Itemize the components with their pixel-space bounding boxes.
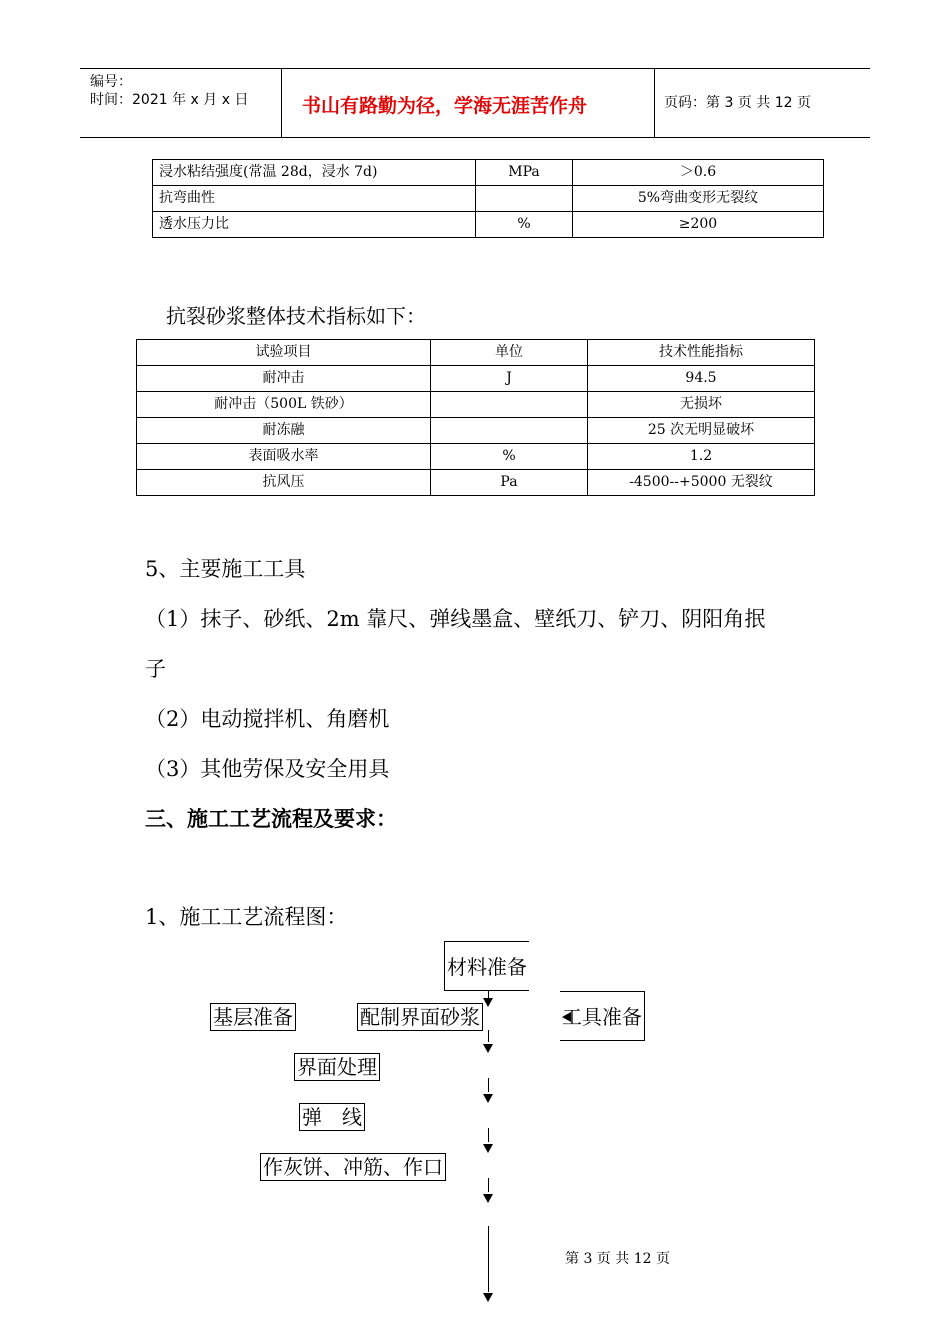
- column-header: 单位: [431, 340, 588, 366]
- table-cell: 浸水粘结强度(常温 28d，浸水 7d): [153, 160, 476, 186]
- arrow-down-icon: [483, 1044, 493, 1053]
- table-row: [153, 212, 824, 238]
- flow-box-tool: 工具准备: [560, 991, 645, 1041]
- flow-heading: 1、施工工艺流程图：: [145, 905, 348, 929]
- flow-connector: [488, 1030, 489, 1042]
- table-cell: 耐冲击（500L 铁砂）: [137, 392, 431, 418]
- table-cell: %: [476, 212, 573, 238]
- flow-box-line: 弹 线: [299, 1103, 365, 1131]
- table-cell: ＞0.6: [573, 160, 824, 186]
- arrow-down-icon: [483, 1194, 493, 1203]
- tools-item-3: （3）其他劳保及安全用具: [145, 757, 390, 781]
- table-cell: J: [431, 366, 588, 392]
- table-cell: %: [431, 444, 588, 470]
- table-row: [137, 418, 815, 444]
- table-cell: [476, 186, 573, 212]
- table-cell: Pa: [431, 470, 588, 496]
- spec-table-1: [152, 159, 824, 238]
- table-cell: 透水压力比: [153, 212, 476, 238]
- table-cell: 无损坏: [588, 392, 815, 418]
- tools-item-1-cont: 子: [145, 657, 166, 681]
- table-row: [153, 160, 824, 186]
- table-header-row: [137, 340, 815, 366]
- table-cell: 表面吸水率: [137, 444, 431, 470]
- table-row: [137, 470, 815, 496]
- arrow-left-icon: [562, 1012, 571, 1022]
- table-row: [137, 392, 815, 418]
- flow-connector: [488, 1178, 489, 1192]
- table-cell: MPa: [476, 160, 573, 186]
- table-row: [137, 366, 815, 392]
- arrow-down-icon: [483, 998, 493, 1007]
- flow-box-mix: 配制界面砂浆: [357, 1003, 483, 1031]
- flow-box-material: 材料准备: [444, 941, 529, 991]
- page-footer: 第 3 页 共 12 页: [565, 1251, 670, 1267]
- header-number-label: 编号：: [90, 74, 132, 90]
- page-header: [80, 68, 870, 138]
- table-cell: [431, 418, 588, 444]
- column-header: 技术性能指标: [588, 340, 815, 366]
- section-intro: 抗裂砂浆整体技术指标如下：: [166, 304, 426, 328]
- table-cell: ≥200: [573, 212, 824, 238]
- table-cell: 25 次无明显破坏: [588, 418, 815, 444]
- tools-item-1: （1）抹子、砂纸、2m 靠尺、弹线墨盒、壁纸刀、铲刀、阴阳角抿: [145, 607, 766, 631]
- table-row: [137, 444, 815, 470]
- table-cell: 抗弯曲性: [153, 186, 476, 212]
- flow-box-interface: 界面处理: [294, 1053, 380, 1081]
- table-cell: 抗风压: [137, 470, 431, 496]
- table-cell: 5%弯曲变形无裂纹: [573, 186, 824, 212]
- arrow-down-icon: [483, 1144, 493, 1153]
- table-cell: 1.2: [588, 444, 815, 470]
- header-time-label: 时间：2021 年 x 月 x 日: [90, 92, 249, 108]
- table-cell: 94.5: [588, 366, 815, 392]
- header-motto: 书山有路勤为径，学海无涯苦作舟: [302, 95, 588, 117]
- tools-heading: 5、主要施工工具: [145, 557, 306, 581]
- flow-connector: [488, 1128, 489, 1142]
- header-page-info: 页码：第 3 页 共 12 页: [664, 95, 811, 111]
- arrow-down-icon: [483, 1293, 493, 1302]
- table-cell: 耐冻融: [137, 418, 431, 444]
- arrow-down-icon: [483, 1094, 493, 1103]
- flow-box-base: 基层准备: [210, 1003, 296, 1031]
- spec-table-2: [136, 339, 815, 496]
- section-3-heading: 三、施工工艺流程及要求：: [145, 806, 397, 831]
- table-cell: [431, 392, 588, 418]
- table-cell: -4500--+5000 无裂纹: [588, 470, 815, 496]
- header-divider: [281, 69, 282, 137]
- header-divider: [654, 69, 655, 137]
- column-header: 试验项目: [137, 340, 431, 366]
- tools-item-2: （2）电动搅拌机、角磨机: [145, 707, 390, 731]
- table-cell: 耐冲击: [137, 366, 431, 392]
- flow-box-cake: 作灰饼、冲筋、作口: [260, 1153, 446, 1181]
- flow-connector: [488, 1226, 489, 1292]
- flow-connector: [488, 1078, 489, 1092]
- table-row: [153, 186, 824, 212]
